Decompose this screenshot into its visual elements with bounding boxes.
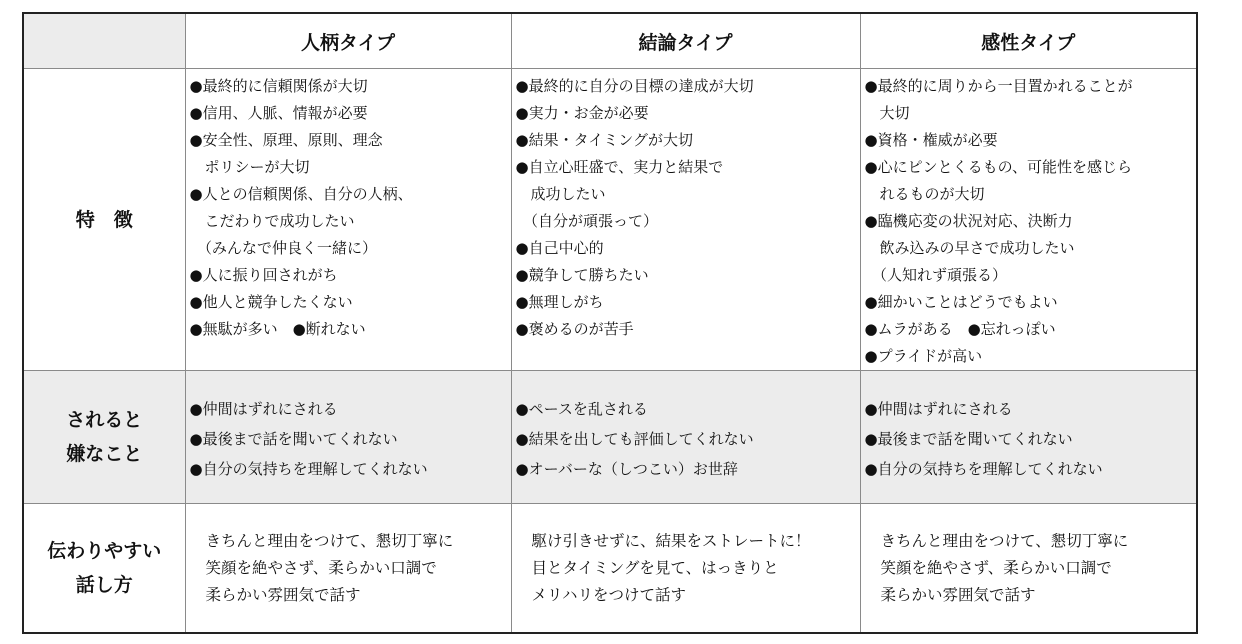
list-item: ●最終的に自分の目標の達成が大切 (515, 77, 754, 95)
list-item: 成功したい (515, 185, 606, 203)
communication-cell-conclusion (511, 504, 860, 633)
dislikes-cell-personality (185, 371, 511, 504)
features-cell-conclusion (511, 69, 860, 371)
row-header-line: 伝わりやすい (47, 539, 162, 562)
list-item: ●実力・お金が必要 (515, 104, 649, 122)
communication-text-sensibility (861, 504, 1197, 609)
text-line: きちんと理由をつけて、懇切丁寧に (205, 532, 454, 550)
features-row (23, 69, 1197, 371)
features-list-conclusion (512, 69, 860, 343)
list-item: ●人との信頼関係、自分の人柄、 (189, 185, 413, 203)
list-item: ●褒めるのが苦手 (515, 320, 634, 338)
header-row (23, 13, 1197, 69)
list-item: ●最終的に信頼関係が大切 (189, 77, 368, 95)
text-line: 笑顔を絶やさず、柔らかい口調で (205, 559, 437, 577)
communication-text-personality (186, 504, 511, 609)
row-header-features: 特 徴 (23, 69, 185, 371)
text-line: 柔らかい雰囲気で話す (205, 586, 361, 604)
list-item: ●自己中心的 (515, 239, 604, 257)
list-item: ●信用、人脈、情報が必要 (189, 104, 368, 122)
list-item: 飲み込みの早さで成功したい (864, 239, 1075, 257)
text-line: メリハリをつけて話す (531, 586, 687, 604)
list-item: ●仲間はずれにされる (189, 400, 338, 418)
features-list-personality (186, 69, 511, 343)
list-item: ●自立心旺盛で、実力と結果で (515, 158, 724, 176)
column-header-conclusion-type: 結論タイプ (511, 13, 860, 69)
row-header-line: されると (66, 409, 143, 431)
list-item: ●安全性、原理、原則、理念 (189, 131, 383, 149)
list-item: ●無駄が多い ●断れない (189, 320, 366, 338)
dislikes-cell-conclusion (511, 371, 860, 504)
dislikes-list-personality (186, 390, 511, 484)
list-item: ●結果・タイミングが大切 (515, 131, 693, 149)
list-item: ●結果を出しても評価してくれない (515, 430, 754, 448)
list-item: ●無理しがち (515, 293, 604, 311)
text-line: 笑顔を絶やさず、柔らかい口調で (880, 559, 1112, 577)
list-item: ●臨機応変の状況対応、決断力 (864, 212, 1073, 230)
list-item: ●最後まで話を聞いてくれない (864, 430, 1073, 448)
communication-cell-sensibility (860, 504, 1197, 633)
list-item: ●プライドが高い (864, 347, 983, 365)
communication-text-conclusion (512, 504, 860, 609)
header-corner-cell (23, 13, 185, 69)
list-item: （みんなで仲良く一緒に） (189, 239, 378, 257)
list-item: ●最後まで話を聞いてくれない (189, 430, 398, 448)
list-item: ●競争して勝ちたい (515, 266, 649, 284)
list-item: ●ペースを乱される (515, 400, 648, 418)
communication-row (23, 504, 1197, 633)
text-line: 柔らかい雰囲気で話す (880, 586, 1036, 604)
dislikes-list-conclusion (512, 390, 860, 484)
list-item: ●人に振り回されがち (189, 266, 338, 284)
column-header-personality-type: 人柄タイプ (185, 13, 511, 69)
dislikes-list-sensibility (861, 390, 1197, 484)
list-item: こだわりで成功したい (189, 212, 355, 230)
list-item: ポリシーが大切 (189, 158, 310, 176)
text-line: 目とタイミングを見て、はっきりと (531, 559, 779, 577)
list-item: ●心にピンとくるもの、可能性を感じら (864, 158, 1132, 176)
row-header-line: 話し方 (75, 573, 133, 596)
list-item: ●自分の気持ちを理解してくれない (189, 460, 428, 478)
list-item: （自分が頑張って） (515, 212, 659, 230)
dislikes-cell-sensibility (860, 371, 1197, 504)
communication-cell-personality (185, 504, 511, 633)
list-item: ●細かいことはどうでもよい (864, 293, 1058, 311)
column-header-sensibility-type: 感性タイプ (860, 13, 1197, 69)
text-line: きちんと理由をつけて、懇切丁寧に (880, 532, 1129, 550)
features-cell-sensibility (860, 69, 1197, 371)
text-line: 駆け引きせずに、結果をストレートに！ (531, 532, 811, 550)
list-item: ●資格・権威が必要 (864, 131, 998, 149)
features-cell-personality (185, 69, 511, 371)
list-item: （人知れず頑張る） (864, 266, 1008, 284)
list-item: ●仲間はずれにされる (864, 400, 1013, 418)
row-header-dislikes (23, 371, 185, 504)
list-item: ●オーバーな（しつこい）お世辞 (515, 460, 738, 478)
personality-type-table (22, 12, 1198, 634)
row-header-communication (23, 504, 185, 633)
list-item: ●ムラがある ●忘れっぽい (864, 320, 1056, 338)
list-item: れるものが大切 (864, 185, 985, 203)
list-item: ●他人と競争したくない (189, 293, 353, 311)
list-item: ●自分の気持ちを理解してくれない (864, 460, 1103, 478)
list-item: 大切 (864, 104, 910, 122)
row-header-line: 嫌なこと (66, 443, 143, 465)
list-item: ●最終的に周りから一目置かれることが (864, 77, 1133, 95)
dislikes-row (23, 371, 1197, 504)
features-list-sensibility (861, 69, 1197, 370)
